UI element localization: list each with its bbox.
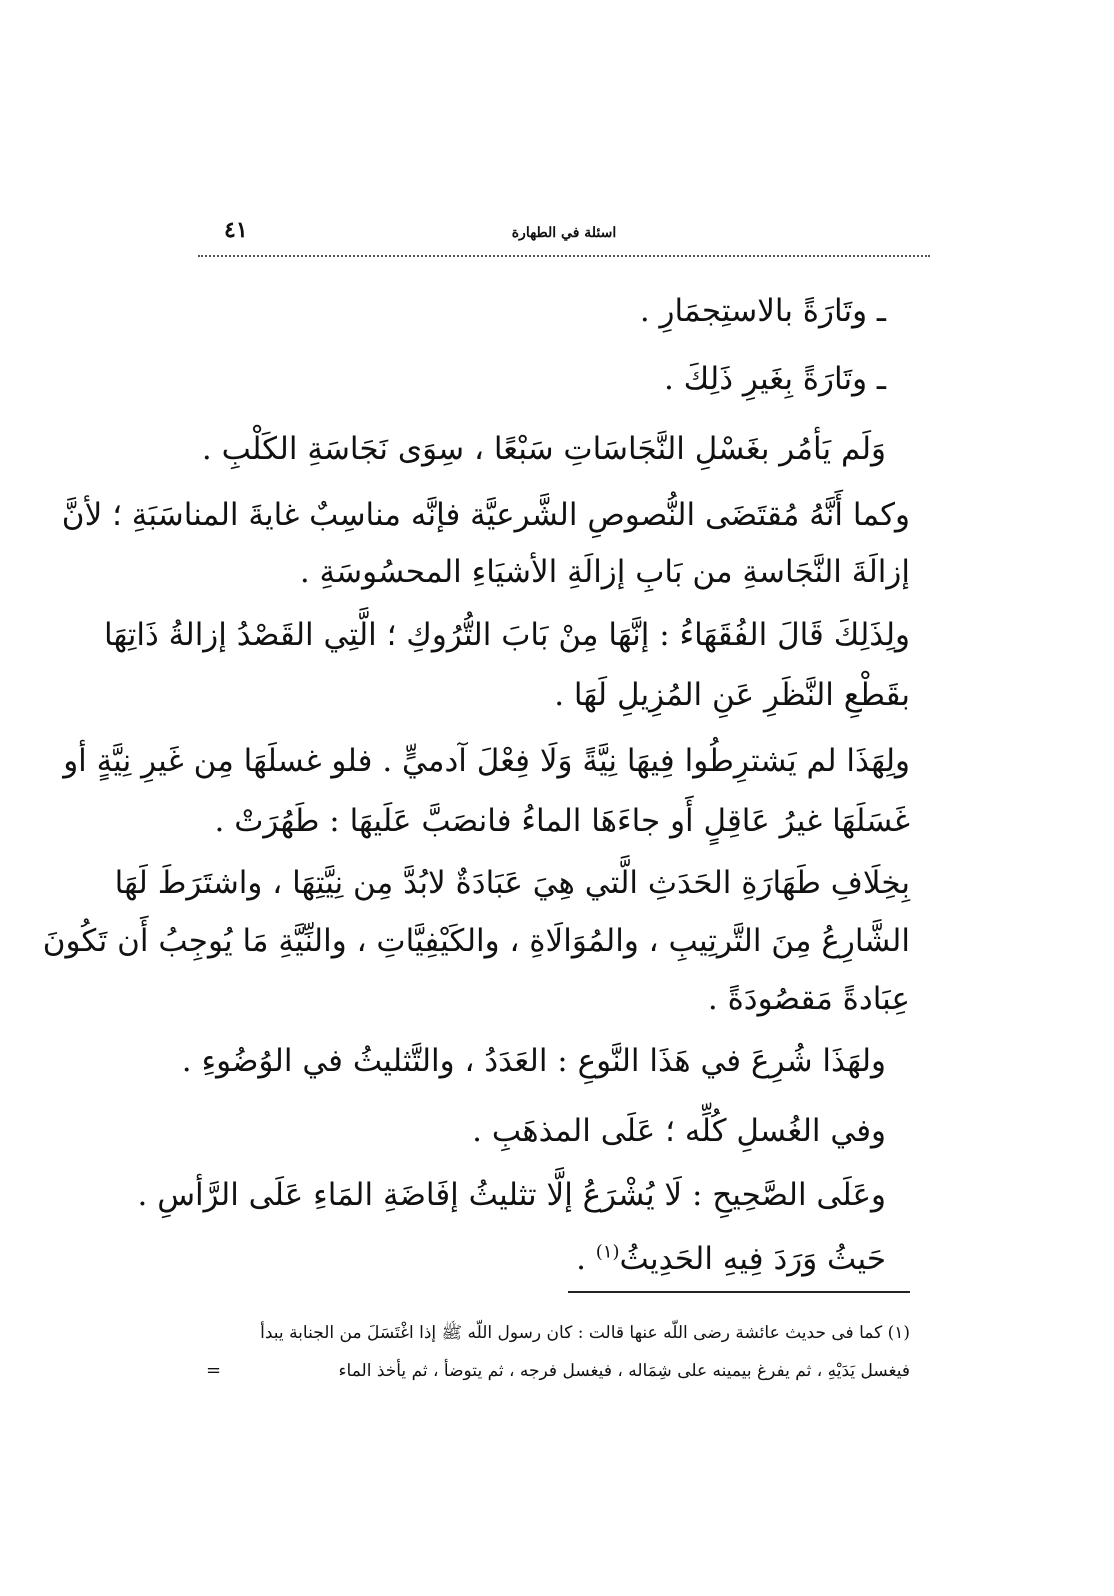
body-line: بِخِلَافِ طَهَارَةِ الحَدَثِ الَّتي هِيَ عَبَادَةٌ لابُدَّ مِن نِيَّتِهَا ، واشتَرَطَ لَهَا [114,865,910,901]
body-line: عِبَادةً مَقصُودَةً . [707,981,910,1017]
body-line: ولهَذَا شُرِعَ في هَذَا النَّوعِ : العَدَدُ ، والتَّثليثُ في الوُضُوءِ . [181,1043,886,1079]
body-line-text: حَيثُ وَرَدَ فِيهِ الحَدِيثُ [619,1241,886,1277]
body-line: ـ وتَارَةً بِغَيرِ ذَلِكَ . [663,361,886,397]
running-title: اسئلة في الطهارة [511,225,617,241]
footnote-line: فيغسل يَدَيْهِ ، ثم يفرغ بيمينه على شِمَاله ، فيغسل فرجه ، ثم يتوضأ ، ثم يأخذ الماء [338,1361,910,1381]
page-header [198,215,930,257]
footnote-line: (١) كما فى حديث عائشة رضى اللّه عنها قالت : كان رسول اللّه ﷺ إذا اغْتَسَلَ من الجنابة يبدأ [260,1323,910,1343]
page-number: ٤١ [224,217,248,243]
body-line: وكما أَنَّهُ مُقتَضَى النُّصوصِ الشَّرعيَّة فإنَّه مناسِبٌ غايةَ المناسَبَةِ ؛ لأنَّ [61,497,910,533]
body-line: ولِذَلِكَ قَالَ الفُقَهَاءُ : إنَّهَا مِنْ بَابَ التُّرُوكِ ؛ الَّتِي القَصْدُ إزالةُ ذَاتِهَا [104,617,910,653]
footnote-divider [568,1291,910,1293]
footnote-ref: (١) [595,1241,620,1263]
body-line: ولِهَذَا لم يَشترِطُوا فِيهَا نِيَّةً وَلَا فِعْلَ آدميٍّ . فلو غسلَهَا مِن غَيرِ نِيَّةٍ أو [63,743,910,779]
body-line: وعَلَى الصَّحِيحِ : لَا يُشْرَعُ إلَّا تثليثُ إفَاضَةِ المَاءِ عَلَى الرَّأسِ . [137,1177,886,1213]
body-line-with-footnote-ref [576,1236,886,1282]
body-line: ـ وتَارَةً بالاستِجمَارِ . [639,293,886,329]
body-line: الشَّارِعُ مِنَ التَّرتِيبِ ، والمُوَالَاةِ ، والكَيْفِيَّاتِ ، والنِّيَّةِ مَا يُوجِبُ أَن تَكُونَ [42,923,910,959]
body-line: إزالَةَ النَّجَاسةِ من بَابِ إزالَةِ الأشيَاءِ المحسُوسَةِ . [299,554,910,590]
continuation-mark: = [206,1360,222,1381]
body-line: بقَطْعِ النَّظَرِ عَنِ المُزِيلِ لَهَا . [554,677,910,713]
body-line-end: . [576,1241,596,1277]
body-line: وفي الغُسلِ كُلِّه ؛ عَلَى المذهَبِ . [472,1113,886,1149]
body-line: غَسَلَهَا غيرُ عَاقِلٍ أَو جاءَهَا الماءُ فانصَبَّ عَلَيهَا : طَهُرَتْ . [214,803,910,839]
body-line: وَلَم يَأمُر بغَسْلِ النَّجَاسَاتِ سَبْعًا ، سِوَى نَجَاسَةِ الكَلْبِ . [201,431,886,467]
